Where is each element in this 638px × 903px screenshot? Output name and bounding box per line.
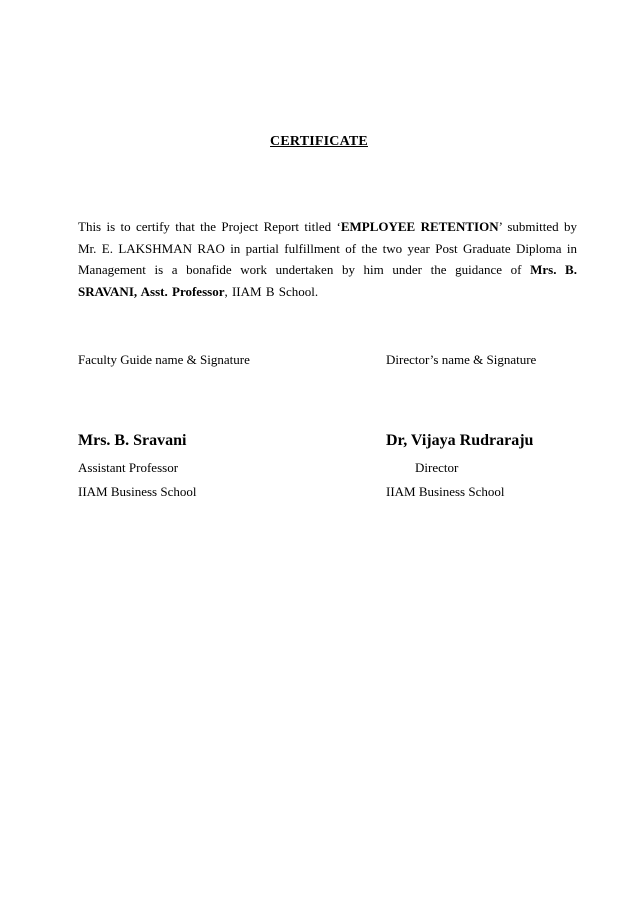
faculty-guide-name: Mrs. B. Sravani xyxy=(78,432,187,449)
director-name: Dr, Vijaya Rudraraju xyxy=(386,432,534,449)
body-text-part-3: , IIAM B School. xyxy=(224,283,319,299)
project-title: EMPLOYEE RETENTION xyxy=(340,219,499,234)
director-label: Director’s name & Signature xyxy=(386,352,537,367)
body-text-part-2: ’ submitted by Mr. E. LAKSHMAN RAO in partial fulfillment of the two year Post Graduate Diploma in Management is a bonafide work undertaken by him under the guidance of xyxy=(78,219,577,277)
body-text-part-1: This is to certify that the Project Report titled ‘ xyxy=(78,219,341,234)
guide-name-bold: Mrs. B. SRAVANI, Asst. Professor xyxy=(78,262,577,299)
faculty-guide-designation: Assistant Professor xyxy=(78,460,179,475)
certificate-body xyxy=(78,216,577,302)
faculty-guide-label: Faculty Guide name & Signature xyxy=(78,352,250,367)
faculty-guide-institution: IIAM Business School xyxy=(78,484,197,499)
director-designation: Director xyxy=(415,460,459,475)
certificate-title: CERTIFICATE xyxy=(270,134,368,149)
director-institution: IIAM Business School xyxy=(386,484,505,499)
